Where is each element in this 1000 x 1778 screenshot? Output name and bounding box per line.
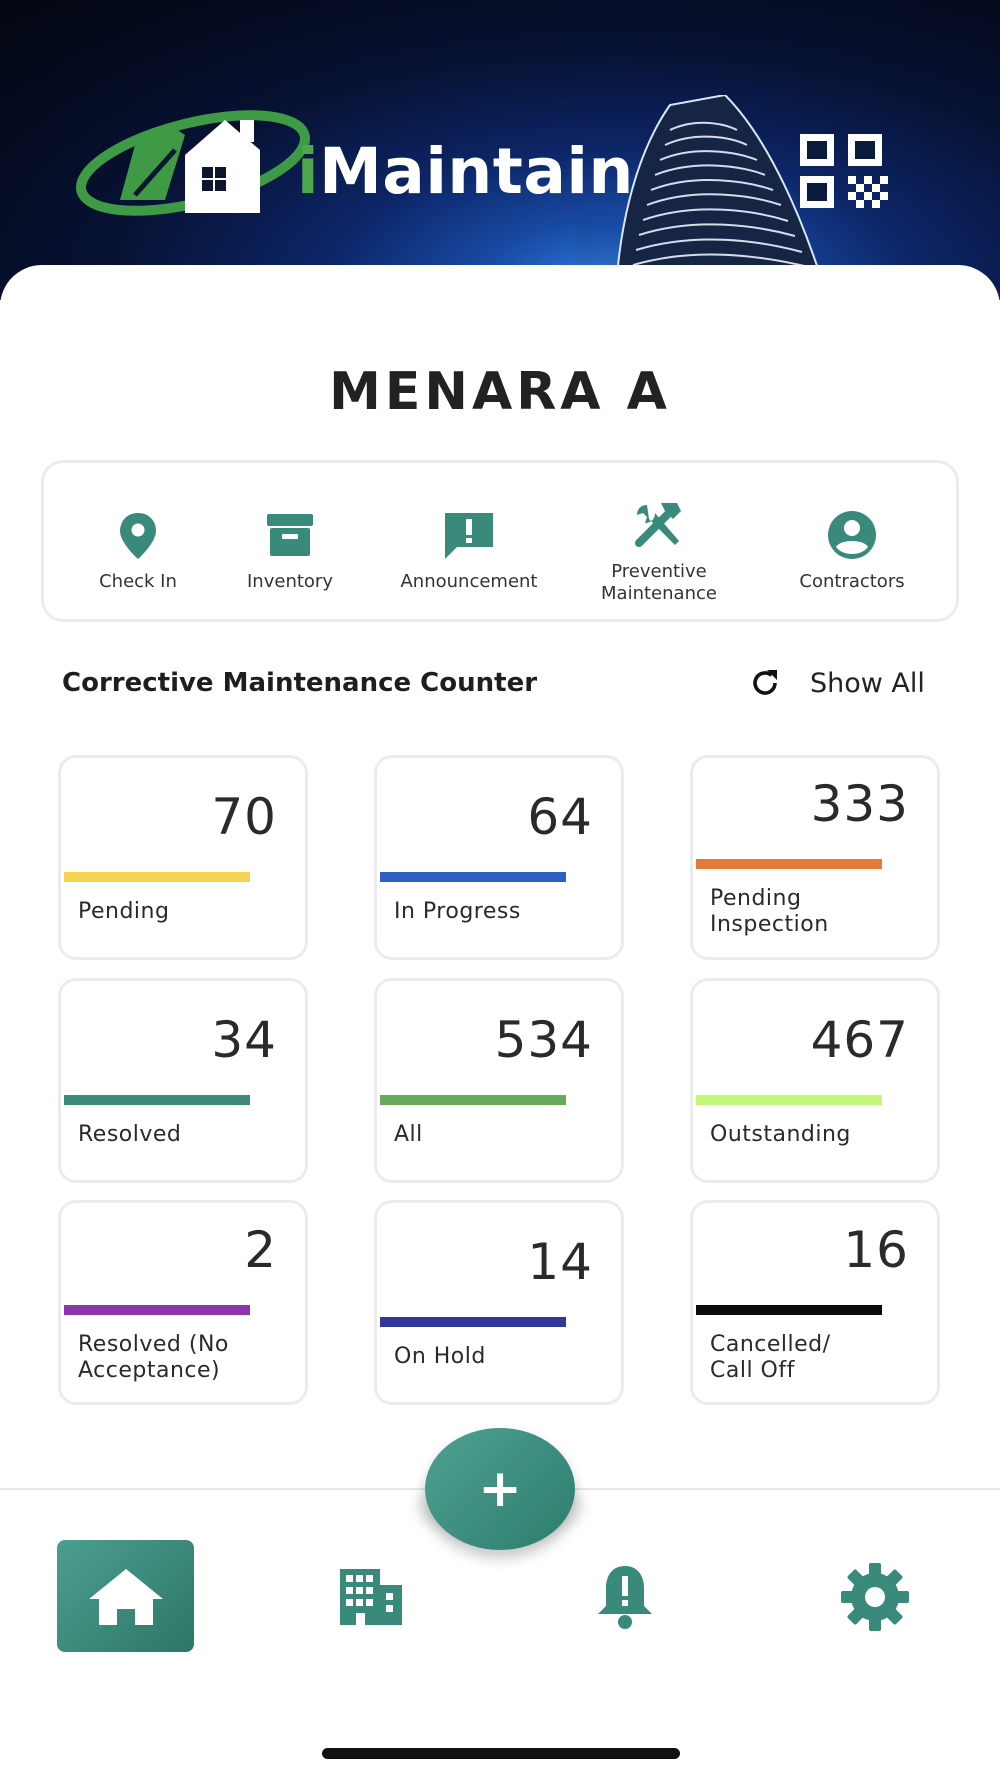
brand-rest: Maintain <box>319 135 634 208</box>
counter-color-bar <box>696 1305 882 1315</box>
counter-value: 2 <box>244 1221 277 1279</box>
counter-card-all[interactable] <box>374 978 624 1183</box>
show-all-label: Show All <box>810 667 925 699</box>
inventory-button[interactable] <box>234 463 346 625</box>
counter-value: 534 <box>494 1011 593 1069</box>
counter-label: All <box>394 1122 423 1147</box>
nav-notifications-tab[interactable] <box>588 1558 662 1634</box>
plus-icon: + <box>478 1459 522 1519</box>
refresh-icon <box>748 666 782 700</box>
account-circle-icon <box>822 505 882 565</box>
brand-name <box>297 135 634 208</box>
home-indicator <box>322 1748 680 1759</box>
counter-card-outstanding[interactable] <box>690 978 940 1183</box>
gear-icon <box>838 1560 912 1634</box>
inventory-label: Inventory <box>247 571 333 592</box>
check-in-button[interactable] <box>82 463 194 625</box>
counter-card-resolved[interactable] <box>58 978 308 1183</box>
counter-color-bar <box>380 1317 566 1327</box>
counter-label: In Progress <box>394 899 521 924</box>
counter-color-bar <box>696 1095 882 1105</box>
tools-icon <box>629 495 689 555</box>
nav-home-tab[interactable] <box>57 1540 194 1652</box>
counter-value: 333 <box>810 775 909 833</box>
counter-color-bar <box>64 1095 250 1105</box>
contractors-label: Contractors <box>799 571 905 592</box>
nav-settings-tab[interactable] <box>836 1558 914 1636</box>
counter-value: 64 <box>527 788 593 846</box>
counter-label: Resolved (No Acceptance) <box>78 1332 229 1383</box>
counter-value: 467 <box>810 1011 909 1069</box>
announcement-icon <box>439 505 499 565</box>
show-all-button[interactable] <box>748 664 925 702</box>
counter-label: Outstanding <box>710 1122 851 1147</box>
counter-section-title: Corrective Maintenance Counter <box>62 668 538 698</box>
announcement-button[interactable] <box>384 463 554 625</box>
counter-label: Resolved <box>78 1122 182 1147</box>
add-request-button[interactable] <box>425 1428 575 1550</box>
bell-alert-icon <box>592 1560 658 1632</box>
building-icon <box>334 1565 406 1627</box>
counter-value: 34 <box>211 1011 277 1069</box>
counter-value: 70 <box>211 788 277 846</box>
archive-box-icon <box>260 505 320 565</box>
counter-color-bar <box>380 872 566 882</box>
counter-label: Pending <box>78 899 170 924</box>
counter-label: Pending Inspection <box>710 886 829 937</box>
preventive-maintenance-label: Preventive Maintenance <box>601 561 717 604</box>
nav-buildings-tab[interactable] <box>330 1560 410 1632</box>
preventive-maintenance-button[interactable] <box>584 463 734 625</box>
home-icon <box>85 1565 167 1627</box>
counter-color-bar <box>64 1305 250 1315</box>
counter-card-pending[interactable] <box>58 755 308 960</box>
header-banner <box>0 0 1000 300</box>
building-title: MENARA A <box>329 362 671 422</box>
qr-code-icon[interactable] <box>800 134 894 210</box>
counter-card-pending-inspection[interactable] <box>690 755 940 960</box>
counter-color-bar <box>696 859 882 869</box>
check-in-label: Check In <box>99 571 177 592</box>
contractors-button[interactable] <box>784 463 920 625</box>
brand-prefix: i <box>297 135 320 208</box>
logo-mark-icon <box>75 105 315 245</box>
quick-actions-panel <box>41 460 959 622</box>
imaintain-logo <box>75 105 635 245</box>
counter-card-resolved-no-acceptance[interactable] <box>58 1200 308 1405</box>
counter-color-bar <box>380 1095 566 1105</box>
announcement-label: Announcement <box>400 571 538 592</box>
counter-card-on-hold[interactable] <box>374 1200 624 1405</box>
counter-card-in-progress[interactable] <box>374 755 624 960</box>
counter-label: On Hold <box>394 1344 486 1369</box>
counter-card-cancelled-call-off[interactable] <box>690 1200 940 1405</box>
location-pin-icon <box>108 505 168 565</box>
counter-value: 16 <box>843 1221 909 1279</box>
counter-value: 14 <box>527 1233 593 1291</box>
counter-color-bar <box>64 872 250 882</box>
counter-label: Cancelled/ Call Off <box>710 1332 831 1383</box>
